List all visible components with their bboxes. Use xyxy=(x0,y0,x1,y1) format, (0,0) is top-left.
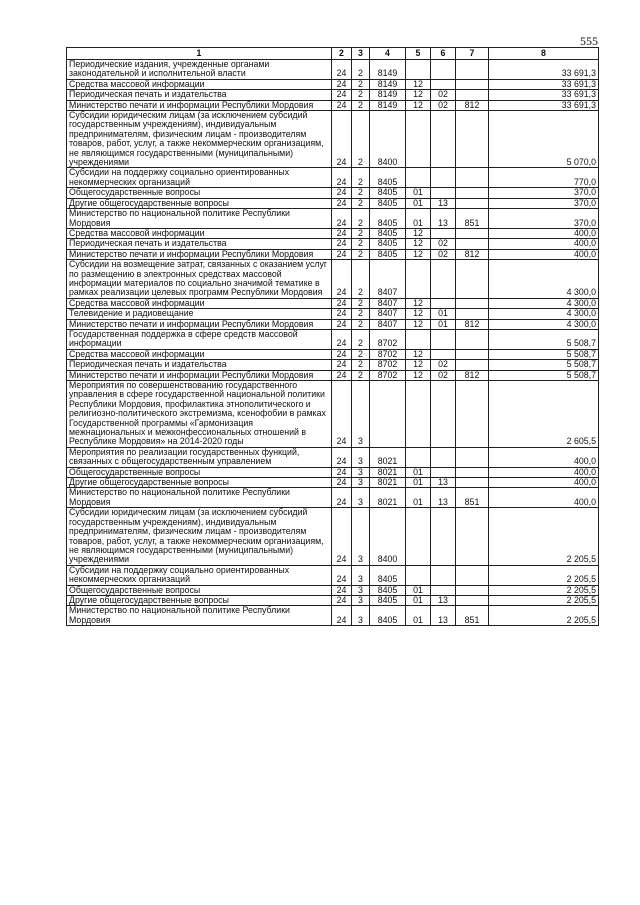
row-code-7: 812 xyxy=(456,249,489,259)
row-name: Средства массовой информации xyxy=(67,228,332,238)
row-code-4: 8405 xyxy=(370,249,406,259)
table-row xyxy=(67,228,599,238)
row-name: Субсидии на поддержку социально ориентированных некоммерческих организаций xyxy=(67,168,332,188)
header-col-5: 5 xyxy=(406,48,431,60)
row-code-2: 24 xyxy=(332,198,352,208)
row-code-6: 13 xyxy=(431,209,456,229)
row-code-2: 24 xyxy=(332,111,352,168)
row-code-4: 8405 xyxy=(370,188,406,198)
row-code-2: 24 xyxy=(332,309,352,319)
row-code-7 xyxy=(456,111,489,168)
row-code-7: 851 xyxy=(456,488,489,508)
table-row xyxy=(67,111,599,168)
row-amount: 4 300,0 xyxy=(489,319,599,329)
row-code-2: 24 xyxy=(332,90,352,100)
table-row xyxy=(67,239,599,249)
row-code-4 xyxy=(370,381,406,448)
table-row xyxy=(67,198,599,208)
row-code-4: 8021 xyxy=(370,447,406,467)
row-code-3: 2 xyxy=(352,90,370,100)
row-code-3: 2 xyxy=(352,79,370,89)
row-amount: 400,0 xyxy=(489,488,599,508)
row-code-7 xyxy=(456,60,489,80)
table-row xyxy=(67,298,599,308)
row-code-7 xyxy=(456,260,489,299)
row-code-5: 01 xyxy=(406,488,431,508)
row-amount: 33 691,3 xyxy=(489,90,599,100)
table-row xyxy=(67,447,599,467)
row-code-5: 01 xyxy=(406,467,431,477)
table-row xyxy=(67,585,599,595)
row-code-5: 01 xyxy=(406,585,431,595)
header-col-7: 7 xyxy=(456,48,489,60)
row-code-3: 2 xyxy=(352,298,370,308)
row-code-4: 8405 xyxy=(370,228,406,238)
row-amount: 370,0 xyxy=(489,188,599,198)
row-code-5 xyxy=(406,60,431,80)
row-code-7 xyxy=(456,239,489,249)
row-code-6 xyxy=(431,329,456,349)
row-code-6: 02 xyxy=(431,239,456,249)
row-name: Министерство по национальной политике Республики Мордовия xyxy=(67,488,332,508)
row-code-4: 8405 xyxy=(370,565,406,585)
row-code-6 xyxy=(431,111,456,168)
row-code-3: 2 xyxy=(352,100,370,110)
row-code-5: 12 xyxy=(406,360,431,370)
row-code-4: 8149 xyxy=(370,60,406,80)
row-code-6: 02 xyxy=(431,249,456,259)
row-code-2: 24 xyxy=(332,467,352,477)
row-code-7 xyxy=(456,467,489,477)
row-code-6 xyxy=(431,565,456,585)
row-name: Субсидии юридическим лицам (за исключением субсидий государственным учреждениям), индивидуальным предпринимателям, физическим лицам - производителям товаров, работ, услуг, а также некоммерческим организациям, не являющимся государственными (муниципальными) учреждениями xyxy=(67,508,332,565)
row-code-3: 2 xyxy=(352,228,370,238)
row-code-7 xyxy=(456,595,489,605)
row-code-3: 2 xyxy=(352,360,370,370)
row-code-6 xyxy=(431,381,456,448)
row-code-7 xyxy=(456,188,489,198)
row-code-5 xyxy=(406,260,431,299)
table-row xyxy=(67,100,599,110)
row-code-2: 24 xyxy=(332,370,352,380)
row-code-5: 12 xyxy=(406,298,431,308)
row-amount: 5 508,7 xyxy=(489,329,599,349)
row-code-2: 24 xyxy=(332,360,352,370)
row-code-2: 24 xyxy=(332,168,352,188)
row-code-5: 12 xyxy=(406,309,431,319)
row-code-5: 01 xyxy=(406,595,431,605)
row-code-6: 01 xyxy=(431,319,456,329)
header-row xyxy=(67,48,599,60)
row-amount: 5 508,7 xyxy=(489,349,599,359)
row-code-3: 2 xyxy=(352,168,370,188)
row-code-7: 851 xyxy=(456,606,489,626)
row-code-7 xyxy=(456,508,489,565)
row-code-3: 2 xyxy=(352,319,370,329)
table-row xyxy=(67,319,599,329)
row-code-6 xyxy=(431,228,456,238)
row-code-3: 2 xyxy=(352,249,370,259)
row-code-2: 24 xyxy=(332,585,352,595)
row-code-2: 24 xyxy=(332,209,352,229)
row-code-7 xyxy=(456,168,489,188)
row-name: Средства массовой информации xyxy=(67,298,332,308)
row-code-6 xyxy=(431,79,456,89)
row-code-5 xyxy=(406,508,431,565)
row-code-5 xyxy=(406,168,431,188)
row-amount: 2 205,5 xyxy=(489,565,599,585)
row-amount: 370,0 xyxy=(489,209,599,229)
row-code-2: 24 xyxy=(332,260,352,299)
row-amount: 400,0 xyxy=(489,467,599,477)
table-row xyxy=(67,370,599,380)
row-code-3: 3 xyxy=(352,595,370,605)
row-code-6: 13 xyxy=(431,606,456,626)
row-code-5: 12 xyxy=(406,100,431,110)
row-code-6: 13 xyxy=(431,488,456,508)
row-amount: 4 300,0 xyxy=(489,260,599,299)
table-row xyxy=(67,60,599,80)
row-name: Периодическая печать и издательства xyxy=(67,239,332,249)
row-amount: 5 508,7 xyxy=(489,370,599,380)
row-code-3: 3 xyxy=(352,478,370,488)
table-row xyxy=(67,508,599,565)
row-code-5: 01 xyxy=(406,188,431,198)
row-code-5: 12 xyxy=(406,319,431,329)
header-col-6: 6 xyxy=(431,48,456,60)
row-code-2: 24 xyxy=(332,606,352,626)
table-row xyxy=(67,209,599,229)
row-code-4: 8405 xyxy=(370,606,406,626)
row-amount: 2 205,5 xyxy=(489,585,599,595)
row-code-2: 24 xyxy=(332,319,352,329)
row-code-6: 13 xyxy=(431,595,456,605)
row-code-3: 2 xyxy=(352,260,370,299)
row-code-6 xyxy=(431,447,456,467)
row-code-3: 2 xyxy=(352,349,370,359)
header-col-4: 4 xyxy=(370,48,406,60)
row-code-3: 3 xyxy=(352,467,370,477)
row-amount: 400,0 xyxy=(489,447,599,467)
row-code-3: 2 xyxy=(352,60,370,80)
row-code-3: 3 xyxy=(352,565,370,585)
table-row xyxy=(67,595,599,605)
row-code-4: 8405 xyxy=(370,209,406,229)
row-code-6 xyxy=(431,188,456,198)
row-code-4: 8702 xyxy=(370,360,406,370)
row-code-4: 8149 xyxy=(370,79,406,89)
row-code-7 xyxy=(456,228,489,238)
row-code-5: 01 xyxy=(406,478,431,488)
table-row xyxy=(67,467,599,477)
row-code-2: 24 xyxy=(332,381,352,448)
row-name: Министерство печати и информации Республики Мордовия xyxy=(67,370,332,380)
row-amount: 370,0 xyxy=(489,198,599,208)
row-code-3: 2 xyxy=(352,111,370,168)
row-code-7 xyxy=(456,309,489,319)
row-code-6 xyxy=(431,467,456,477)
table-row xyxy=(67,168,599,188)
row-code-2: 24 xyxy=(332,60,352,80)
row-code-7 xyxy=(456,478,489,488)
row-code-5 xyxy=(406,329,431,349)
row-code-6: 01 xyxy=(431,309,456,319)
row-code-4: 8021 xyxy=(370,467,406,477)
row-code-5: 12 xyxy=(406,79,431,89)
row-code-2: 24 xyxy=(332,100,352,110)
table-row xyxy=(67,309,599,319)
row-code-6: 02 xyxy=(431,370,456,380)
row-code-4: 8407 xyxy=(370,309,406,319)
table-row xyxy=(67,79,599,89)
table-row xyxy=(67,478,599,488)
row-code-7: 812 xyxy=(456,100,489,110)
row-code-5: 01 xyxy=(406,198,431,208)
row-name: Телевидение и радиовещание xyxy=(67,309,332,319)
row-code-3: 2 xyxy=(352,209,370,229)
row-code-6 xyxy=(431,260,456,299)
row-amount: 33 691,3 xyxy=(489,60,599,80)
row-code-2: 24 xyxy=(332,228,352,238)
row-code-5: 12 xyxy=(406,90,431,100)
row-code-6: 13 xyxy=(431,478,456,488)
row-code-2: 24 xyxy=(332,249,352,259)
row-code-4: 8407 xyxy=(370,260,406,299)
row-code-4: 8702 xyxy=(370,349,406,359)
row-code-4: 8149 xyxy=(370,90,406,100)
row-code-7 xyxy=(456,298,489,308)
row-name: Другие общегосударственные вопросы xyxy=(67,198,332,208)
row-code-6 xyxy=(431,60,456,80)
row-code-3: 3 xyxy=(352,447,370,467)
row-code-7 xyxy=(456,565,489,585)
row-amount: 2 205,5 xyxy=(489,508,599,565)
row-code-7: 812 xyxy=(456,370,489,380)
row-amount: 400,0 xyxy=(489,228,599,238)
row-code-4: 8149 xyxy=(370,100,406,110)
row-code-2: 24 xyxy=(332,488,352,508)
row-code-3: 3 xyxy=(352,585,370,595)
table-row xyxy=(67,249,599,259)
row-code-4: 8400 xyxy=(370,111,406,168)
header-col-1: 1 xyxy=(67,48,332,60)
row-code-6: 02 xyxy=(431,100,456,110)
row-code-7: 812 xyxy=(456,319,489,329)
row-name: Средства массовой информации xyxy=(67,79,332,89)
row-code-3: 2 xyxy=(352,239,370,249)
row-code-4: 8702 xyxy=(370,329,406,349)
row-code-4: 8407 xyxy=(370,319,406,329)
row-code-5 xyxy=(406,111,431,168)
table-row xyxy=(67,488,599,508)
row-amount: 4 300,0 xyxy=(489,309,599,319)
row-code-7 xyxy=(456,381,489,448)
row-code-4: 8021 xyxy=(370,478,406,488)
row-name: Министерство печати и информации Республики Мордовия xyxy=(67,319,332,329)
row-code-6 xyxy=(431,349,456,359)
row-amount: 33 691,3 xyxy=(489,79,599,89)
row-code-2: 24 xyxy=(332,508,352,565)
row-name: Мероприятия по совершенствованию государственного управления в сфере государственной национальной политики Республики Мордовия, профилактика этнополитического и религиозно-политического экстремизма, ксенофобии в рамках Государственной программы «Гармонизация межнациональных и межконфессиональных отношений в Республике Мордовия» на 2014-2020 годы xyxy=(67,381,332,448)
row-code-2: 24 xyxy=(332,349,352,359)
row-amount: 400,0 xyxy=(489,478,599,488)
row-name: Субсидии на возмещение затрат, связанных с оказанием услуг по размещению в электронных средствах массовой информации материалов по социально значимой тематике в рамках реализации целевых программ Республики Мордовия xyxy=(67,260,332,299)
row-code-2: 24 xyxy=(332,447,352,467)
row-amount: 2 205,5 xyxy=(489,606,599,626)
row-code-3: 3 xyxy=(352,488,370,508)
row-amount: 400,0 xyxy=(489,249,599,259)
row-code-7 xyxy=(456,90,489,100)
row-name: Субсидии юридическим лицам (за исключением субсидий государственным учреждениям), индивидуальным предпринимателям, физическим лицам - производителям товаров, работ, услуг, а также некоммерческим организациям, не являющимся государственными (муниципальными) учреждениями xyxy=(67,111,332,168)
row-name: Мероприятия по реализации государственных функций, связанных с общегосударственным управлением xyxy=(67,447,332,467)
row-code-7 xyxy=(456,447,489,467)
row-code-2: 24 xyxy=(332,239,352,249)
row-name: Другие общегосударственные вопросы xyxy=(67,595,332,605)
row-code-3: 2 xyxy=(352,329,370,349)
row-code-2: 24 xyxy=(332,188,352,198)
row-code-4: 8400 xyxy=(370,508,406,565)
row-code-5: 12 xyxy=(406,349,431,359)
row-code-5 xyxy=(406,565,431,585)
row-amount: 400,0 xyxy=(489,239,599,249)
row-code-7 xyxy=(456,585,489,595)
row-code-6 xyxy=(431,168,456,188)
header-col-2: 2 xyxy=(332,48,352,60)
row-code-6 xyxy=(431,298,456,308)
row-name: Общегосударственные вопросы xyxy=(67,188,332,198)
row-code-4: 8702 xyxy=(370,370,406,380)
row-name: Субсидии на поддержку социально ориентированных некоммерческих организаций xyxy=(67,565,332,585)
row-code-7 xyxy=(456,198,489,208)
row-name: Государственная поддержка в сфере средств массовой информации xyxy=(67,329,332,349)
row-code-7 xyxy=(456,329,489,349)
row-code-5: 12 xyxy=(406,228,431,238)
row-code-4: 8405 xyxy=(370,198,406,208)
row-code-3: 3 xyxy=(352,606,370,626)
row-code-5 xyxy=(406,447,431,467)
row-code-3: 2 xyxy=(352,198,370,208)
row-amount: 33 691,3 xyxy=(489,100,599,110)
row-name: Общегосударственные вопросы xyxy=(67,467,332,477)
row-name: Периодические издания, учрежденные органами законодательной и исполнительной власти xyxy=(67,60,332,80)
row-code-3: 3 xyxy=(352,381,370,448)
row-code-3: 2 xyxy=(352,309,370,319)
row-code-5: 01 xyxy=(406,209,431,229)
table-row xyxy=(67,329,599,349)
row-code-4: 8407 xyxy=(370,298,406,308)
row-code-6: 13 xyxy=(431,198,456,208)
row-code-2: 24 xyxy=(332,329,352,349)
row-name: Министерство печати и информации Республики Мордовия xyxy=(67,100,332,110)
table-row xyxy=(67,90,599,100)
row-code-7 xyxy=(456,79,489,89)
row-code-2: 24 xyxy=(332,298,352,308)
row-name: Периодическая печать и издательства xyxy=(67,360,332,370)
row-name: Другие общегосударственные вопросы xyxy=(67,478,332,488)
row-code-3: 2 xyxy=(352,188,370,198)
row-amount: 770,0 xyxy=(489,168,599,188)
row-amount: 5 070,0 xyxy=(489,111,599,168)
row-code-7 xyxy=(456,360,489,370)
row-code-4: 8021 xyxy=(370,488,406,508)
budget-table xyxy=(66,47,599,626)
row-name: Министерство печати и информации Республики Мордовия xyxy=(67,249,332,259)
row-amount: 4 300,0 xyxy=(489,298,599,308)
row-code-3: 3 xyxy=(352,508,370,565)
page-number: 555 xyxy=(580,34,598,48)
table-row xyxy=(67,360,599,370)
table-row xyxy=(67,565,599,585)
row-code-4: 8405 xyxy=(370,585,406,595)
row-code-7: 851 xyxy=(456,209,489,229)
row-code-2: 24 xyxy=(332,478,352,488)
row-code-7 xyxy=(456,349,489,359)
row-name: Периодическая печать и издательства xyxy=(67,90,332,100)
row-name: Общегосударственные вопросы xyxy=(67,585,332,595)
row-code-6: 02 xyxy=(431,90,456,100)
row-code-2: 24 xyxy=(332,565,352,585)
table-row xyxy=(67,188,599,198)
row-amount: 2 205,5 xyxy=(489,595,599,605)
row-code-5: 12 xyxy=(406,249,431,259)
header-col-3: 3 xyxy=(352,48,370,60)
row-code-5: 01 xyxy=(406,606,431,626)
row-code-6: 02 xyxy=(431,360,456,370)
row-name: Министерство по национальной политике Республики Мордовия xyxy=(67,606,332,626)
row-amount: 2 605,5 xyxy=(489,381,599,448)
table-row xyxy=(67,381,599,448)
row-code-2: 24 xyxy=(332,595,352,605)
row-code-5: 12 xyxy=(406,370,431,380)
row-code-3: 2 xyxy=(352,370,370,380)
row-code-5 xyxy=(406,381,431,448)
row-code-2: 24 xyxy=(332,79,352,89)
table-row xyxy=(67,260,599,299)
header-col-8: 8 xyxy=(489,48,599,60)
row-code-5: 12 xyxy=(406,239,431,249)
row-code-4: 8405 xyxy=(370,168,406,188)
row-code-4: 8405 xyxy=(370,595,406,605)
row-amount: 5 508,7 xyxy=(489,360,599,370)
row-code-6 xyxy=(431,508,456,565)
row-code-6 xyxy=(431,585,456,595)
table-row xyxy=(67,349,599,359)
row-name: Министерство по национальной политике Республики Мордовия xyxy=(67,209,332,229)
row-name: Средства массовой информации xyxy=(67,349,332,359)
row-code-4: 8405 xyxy=(370,239,406,249)
table-row xyxy=(67,606,599,626)
